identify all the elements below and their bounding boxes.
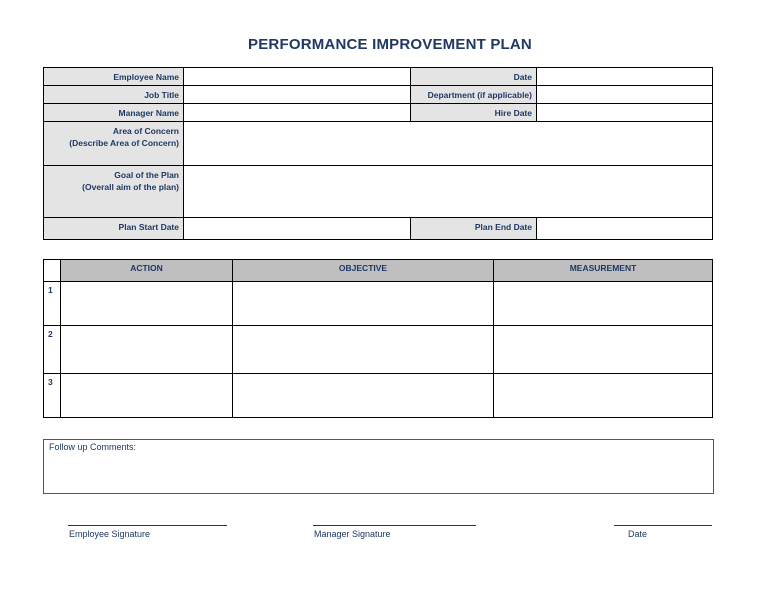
date-signature-line[interactable] bbox=[614, 525, 712, 526]
action-cell[interactable] bbox=[61, 374, 233, 418]
page-title: PERFORMANCE IMPROVEMENT PLAN bbox=[248, 36, 532, 53]
area-of-concern-field[interactable] bbox=[184, 122, 713, 166]
objective-cell[interactable] bbox=[233, 282, 494, 326]
action-cell[interactable] bbox=[61, 282, 233, 326]
action-header: ACTION bbox=[61, 260, 233, 282]
manager-signature-block bbox=[313, 525, 476, 539]
plan-end-date-label: Plan End Date bbox=[411, 218, 537, 240]
action-plan-table bbox=[43, 259, 713, 418]
area-of-concern-label bbox=[44, 122, 184, 166]
manager-signature-label: Manager Signature bbox=[314, 529, 391, 539]
plan-start-date-field[interactable] bbox=[184, 218, 411, 240]
table-row bbox=[44, 282, 713, 326]
follow-up-comments-box[interactable] bbox=[43, 439, 714, 494]
job-title-label: Job Title bbox=[44, 86, 184, 104]
employee-name-label: Employee Name bbox=[44, 68, 184, 86]
goal-of-plan-label bbox=[44, 166, 184, 218]
employee-signature-label: Employee Signature bbox=[69, 529, 151, 539]
date-signature-label: Date bbox=[628, 529, 648, 539]
table-row bbox=[44, 374, 713, 418]
goal-of-plan-subtitle: (Overall aim of the plan) bbox=[82, 182, 179, 192]
date-label: Date bbox=[411, 68, 537, 86]
area-of-concern-title: Area of Concern bbox=[112, 126, 179, 136]
goal-of-plan-title: Goal of the Plan bbox=[114, 170, 179, 180]
employee-name-field[interactable] bbox=[184, 68, 411, 86]
employee-info-table bbox=[43, 67, 713, 240]
measurement-cell[interactable] bbox=[494, 282, 713, 326]
employee-signature-block bbox=[68, 525, 227, 539]
goal-of-plan-field[interactable] bbox=[184, 166, 713, 218]
objective-cell[interactable] bbox=[233, 374, 494, 418]
row-number-header bbox=[44, 260, 61, 282]
hire-date-label: Hire Date bbox=[411, 104, 537, 122]
objective-header: OBJECTIVE bbox=[233, 260, 494, 282]
manager-name-label: Manager Name bbox=[44, 104, 184, 122]
manager-name-field[interactable] bbox=[184, 104, 411, 122]
plan-start-date-label: Plan Start Date bbox=[44, 218, 184, 240]
date-field[interactable] bbox=[537, 68, 713, 86]
table-row bbox=[44, 326, 713, 374]
row-number: 3 bbox=[44, 374, 61, 418]
employee-signature-line[interactable] bbox=[68, 525, 227, 526]
measurement-cell[interactable] bbox=[494, 326, 713, 374]
department-label: Department (if applicable) bbox=[411, 86, 537, 104]
plan-end-date-field[interactable] bbox=[537, 218, 713, 240]
row-number: 1 bbox=[44, 282, 61, 326]
job-title-field[interactable] bbox=[184, 86, 411, 104]
manager-signature-line[interactable] bbox=[313, 525, 476, 526]
follow-up-comments-label: Follow up Comments: bbox=[49, 442, 137, 452]
department-field[interactable] bbox=[537, 86, 713, 104]
objective-cell[interactable] bbox=[233, 326, 494, 374]
measurement-header: MEASUREMENT bbox=[494, 260, 713, 282]
area-of-concern-subtitle: (Describe Area of Concern) bbox=[69, 138, 179, 148]
action-cell[interactable] bbox=[61, 326, 233, 374]
measurement-cell[interactable] bbox=[494, 374, 713, 418]
date-signature-block bbox=[614, 525, 712, 539]
hire-date-field[interactable] bbox=[537, 104, 713, 122]
row-number: 2 bbox=[44, 326, 61, 374]
